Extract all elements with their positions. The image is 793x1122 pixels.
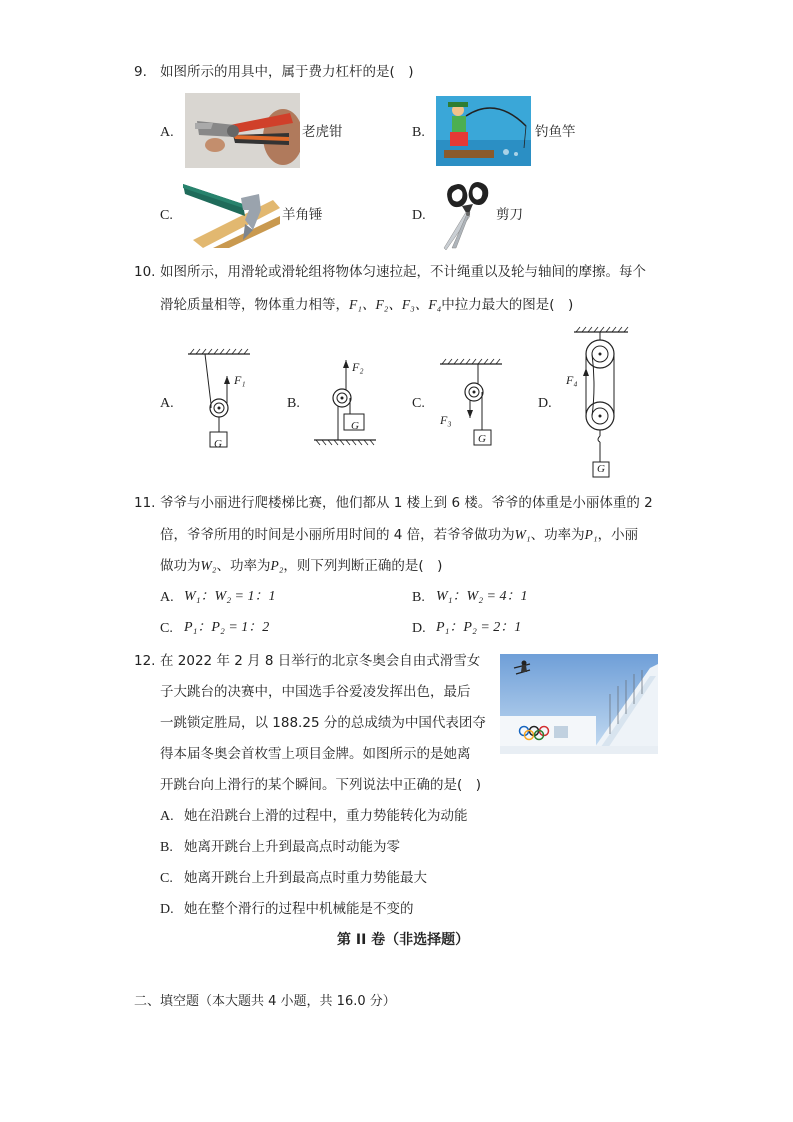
option-letter: D. <box>160 902 174 917</box>
force-label: F₂ <box>352 360 364 374</box>
hanging-pulley-diagram <box>436 356 506 452</box>
option-letter: B. <box>412 125 425 140</box>
weight-label: G <box>597 463 605 475</box>
section-title: 第 II 卷（非选择题） <box>337 932 470 948</box>
question-stem-line: 如图所示，用滑轮或滑轮组将物体匀速拉起，不计绳重以及轮与轴间的摩擦。每个 <box>160 264 646 280</box>
option-letter: A. <box>160 809 174 824</box>
question-number: 10. <box>134 264 156 280</box>
option-label: 老虎钳 <box>302 124 343 140</box>
question-stem-line: 开跳台向上滑行的某个瞬间。下列说法中正确的是( ) <box>160 777 482 793</box>
force-label: F₃ <box>440 413 452 427</box>
option-text: 她在整个滑行的过程中机械能是不变的 <box>184 901 414 917</box>
question-stem-line: 爷爷与小丽进行爬楼梯比赛，他们都从 1 楼上到 6 楼。爷爷的体重是小丽体重的 2 <box>160 495 653 511</box>
option-label: 剪刀 <box>496 207 523 223</box>
force-label: F₁ <box>234 373 246 387</box>
pliers-icon <box>185 93 300 168</box>
question-stem: 如图所示的用具中，属于费力杠杆的是( ) <box>160 64 414 80</box>
part-heading: 二、填空题（本大题共 4 小题，共 16.0 分） <box>134 994 396 1009</box>
option-text: W₁：W₂ = 1：1 <box>184 589 276 604</box>
question-number: 12. <box>134 653 156 669</box>
option-text: 她离开跳台上升到最高点时动能为零 <box>184 839 400 855</box>
question-stem-line: 一跳锁定胜局，以 188.25 分的总成绩为中国代表团夺 <box>160 715 486 731</box>
option-letter: A. <box>160 590 174 605</box>
option-letter: C. <box>160 621 173 636</box>
ski-jump-photo <box>500 654 658 754</box>
option-text: 她在沿跳台上滑的过程中，重力势能转化为动能 <box>184 808 468 824</box>
question-number: 9. <box>134 64 147 80</box>
option-letter: A. <box>160 396 174 411</box>
scissors-icon <box>440 180 492 250</box>
fishing-rod-icon <box>436 96 531 166</box>
option-letter: B. <box>160 840 173 855</box>
option-letter: D. <box>538 396 552 411</box>
option-label: 羊角锤 <box>282 207 323 223</box>
claw-hammer-icon <box>183 180 280 248</box>
option-letter: C. <box>160 871 173 886</box>
option-text: P₁：P₂ = 1：2 <box>184 620 270 635</box>
option-letter: A. <box>160 125 174 140</box>
option-label: 钓鱼竿 <box>535 124 576 140</box>
question-number: 11. <box>134 495 156 511</box>
option-text: 她离开跳台上升到最高点时重力势能最大 <box>184 870 427 886</box>
weight-label: G <box>214 438 222 450</box>
option-text: P₁：P₂ = 2：1 <box>436 620 522 635</box>
movable-pulley-diagram <box>310 352 380 452</box>
question-stem-line: 得本届冬奥会首枚雪上项目金牌。如图所示的是她离 <box>160 746 471 762</box>
question-stem-line: 滑轮质量相等，物体重力相等，F₁、F₂、F₃、F₄中拉力最大的图是( ) <box>160 297 574 313</box>
pulley-block-diagram <box>568 326 634 482</box>
question-stem-line: 倍，爷爷所用的时间是小丽所用时间的 4 倍，若爷爷做功为W₁、功率为P₁，小丽 <box>160 527 639 543</box>
weight-label: G <box>351 420 359 432</box>
option-letter: C. <box>160 208 173 223</box>
weight-label: G <box>478 433 486 445</box>
option-letter: D. <box>412 621 426 636</box>
question-stem-line: 做功为W₂、功率为P₂，则下列判断正确的是( ) <box>160 558 443 574</box>
option-letter: C. <box>412 396 425 411</box>
force-label: F₄ <box>566 373 578 387</box>
question-stem-line: 在 2022 年 2 月 8 日举行的北京冬奥会自由式滑雪女 <box>160 653 481 669</box>
option-letter: D. <box>412 208 426 223</box>
question-stem-line: 子大跳台的决赛中，中国选手谷爱凌发挥出色，最后 <box>160 684 471 700</box>
option-letter: B. <box>412 590 425 605</box>
option-letter: B. <box>287 396 300 411</box>
option-text: W₁：W₂ = 4：1 <box>436 589 528 604</box>
